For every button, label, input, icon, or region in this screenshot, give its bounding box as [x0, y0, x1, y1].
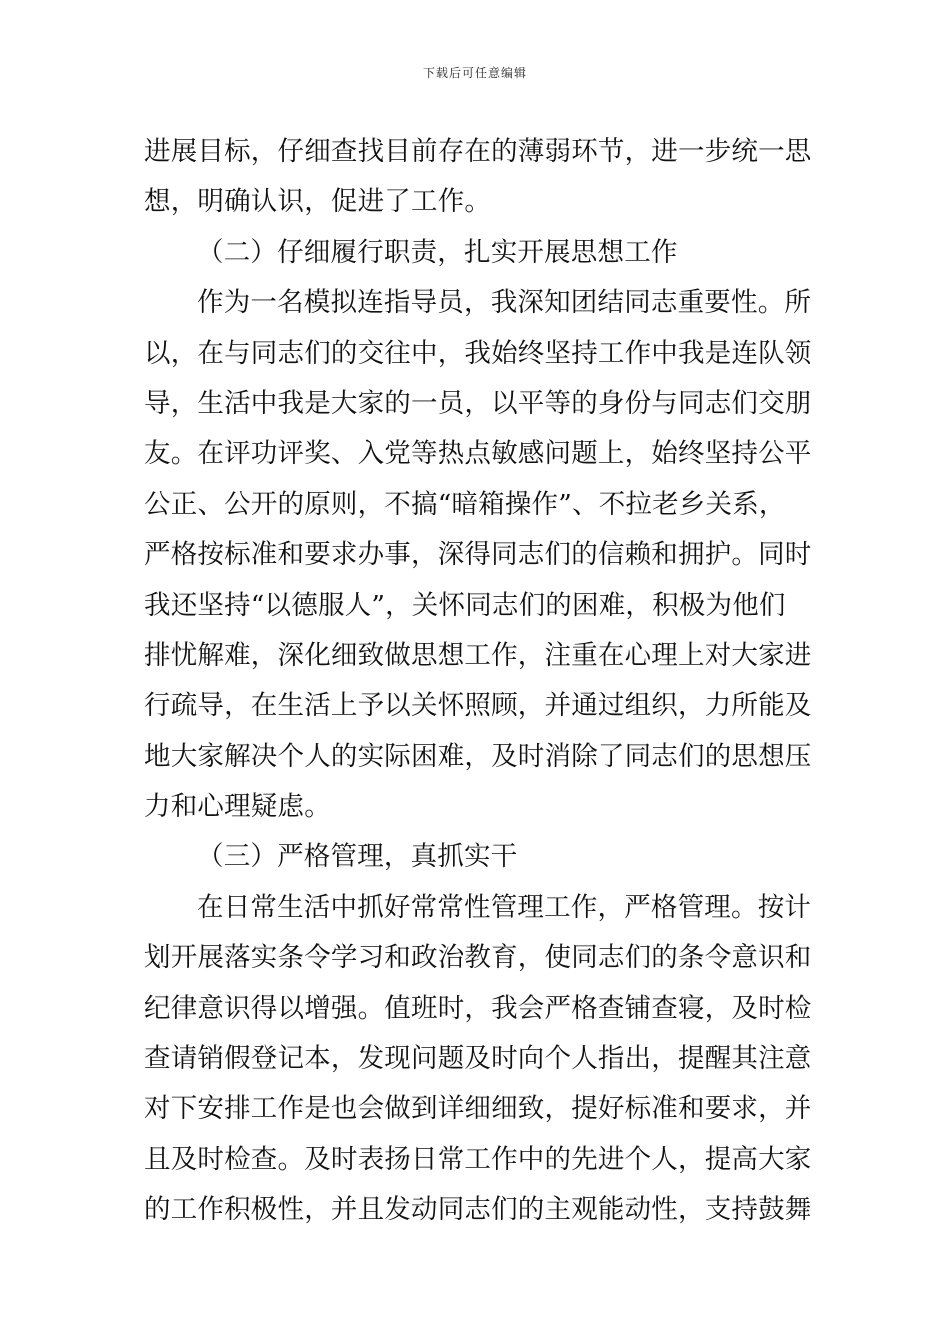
- text-line: 在日常生活中抓好常常性管理工作，严格管理。按计: [197, 891, 812, 923]
- text-line: 且及时检查。及时表扬日常工作中的先进个人，提高大家: [144, 1143, 812, 1175]
- text-line: 以，在与同志们的交往中，我始终坚持工作中我是连队领: [144, 337, 812, 369]
- text-line: 友。在评功评奖、入党等热点敏感问题上，始终坚持公平: [144, 438, 812, 470]
- text-line: 排忧解难，深化细致做思想工作，注重在心理上对大家进: [144, 639, 812, 671]
- text-line: 纪律意识得以增强。值班时，我会严格查铺查寝，及时检: [144, 992, 812, 1024]
- page-header: 下载后可任意编辑: [422, 66, 527, 80]
- text-line: 查请销假登记本，发现问题及时向个人指出，提醒其注意: [144, 1043, 812, 1075]
- section-heading-3: （三）严格管理，真抓实干: [197, 841, 518, 873]
- document-body: [144, 127, 812, 1236]
- text-line: 地大家解决个人的实际困难，及时消除了同志们的思想压: [144, 740, 812, 772]
- text-line: 严格按标准和要求办事，深得同志们的信赖和拥护。同时: [144, 539, 812, 571]
- text-line: 划开展落实条令学习和政治教育，使同志们的条令意识和: [144, 942, 812, 974]
- text-line: 我还坚持“以德服人”，关怀同志们的困难，积极为他们: [144, 589, 786, 621]
- text-line: 想，明确认识，促进了工作。: [144, 186, 492, 218]
- text-line: 公正、公开的原则，不搞“暗箱操作”、不拉老乡关系，: [144, 488, 786, 520]
- text-line: 行疏导，在生活上予以关怀照顾，并通过组织，力所能及: [144, 690, 812, 722]
- text-line: 对下安排工作是也会做到详细细致，提好标准和要求，并: [144, 1093, 812, 1125]
- section-heading-2: （二）仔细履行职责，扎实开展思想工作: [197, 236, 678, 268]
- text-line: 导，生活中我是大家的一员，以平等的身份与同志们交朋: [144, 387, 812, 419]
- text-line: 的工作积极性，并且发动同志们的主观能动性，支持鼓舞: [144, 1194, 812, 1226]
- text-line: 进展目标，仔细查找目前存在的薄弱环节，进一步统一思: [144, 136, 812, 167]
- text-line: 作为一名模拟连指导员，我深知团结同志重要性。所: [197, 287, 812, 319]
- text-line: 力和心理疑虑。: [144, 791, 331, 823]
